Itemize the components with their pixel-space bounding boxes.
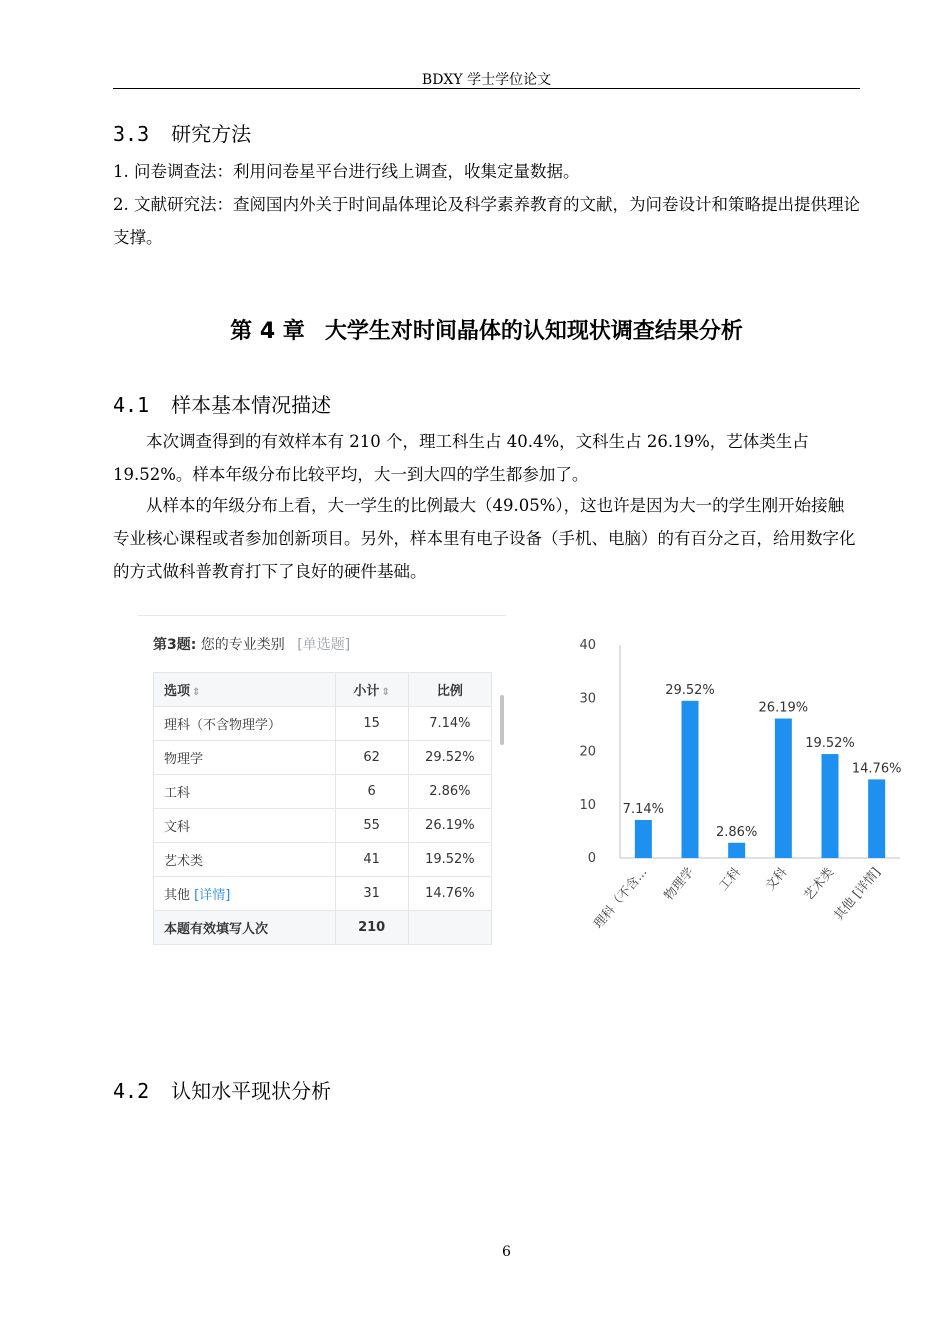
x-tick-label: 工科 xyxy=(715,864,743,894)
header-rule xyxy=(113,88,860,89)
questionnaire-result-panel xyxy=(138,615,508,955)
running-header: BDXY 学士学位论文 xyxy=(421,72,552,88)
column-header-ratio: 比例 xyxy=(408,673,491,707)
data-label: 7.14% xyxy=(622,801,664,817)
major-distribution-bar-chart xyxy=(560,620,910,950)
ratio-cell: 14.76% xyxy=(408,877,491,911)
table-scrollbar[interactable] xyxy=(500,695,504,745)
section-title: 认知水平现状分析 xyxy=(171,1079,332,1103)
ratio-cell: 29.52% xyxy=(408,741,491,775)
ratio-cell: 19.52% xyxy=(408,843,491,877)
body-paragraph-1: 本次调查得到的有效样本有 210 个，理工科生占 40.4%，文科生占 26.19%，艺体类生占 19.52%。样本年级分布比较平均，大一到大四的学生都参加了。 xyxy=(113,432,809,484)
question-title xyxy=(153,634,350,654)
bar xyxy=(868,779,885,858)
data-label: 29.52% xyxy=(665,682,715,698)
table-row xyxy=(154,775,492,809)
method-item-2: 2. 文献研究法：查阅国内外关于时间晶体理论及科学素养教育的文献，为问卷设计和策略提出提供理论支撑。 xyxy=(113,195,860,247)
option-cell: 其他 [详情] xyxy=(154,877,336,911)
count-cell: 31 xyxy=(335,877,408,911)
table-row xyxy=(154,707,492,741)
section-4-1-heading xyxy=(113,389,331,418)
ratio-cell: 26.19% xyxy=(408,809,491,843)
section-number: 4.2 xyxy=(113,1079,150,1103)
body-paragraph-2: 从样本的年级分布上看，大一学生的比例最大（49.05%），这也许是因为大一的学生刚开始接触专业核心课程或者参加创新项目。另外，样本里有电子设备（手机、电脑）的有百分之百，给用数字化的方式做科普教育打下了良好的硬件基础。 xyxy=(113,496,856,581)
sort-icon[interactable]: ⇕ xyxy=(192,687,201,698)
table-row xyxy=(154,809,492,843)
total-ratio xyxy=(408,911,491,945)
data-label: 2.86% xyxy=(716,824,758,840)
bar xyxy=(775,719,792,858)
table-row xyxy=(154,741,492,775)
bar xyxy=(635,820,652,858)
chapter-title: 大学生对时间晶体的认知现状调查结果分析 xyxy=(324,319,743,344)
data-label: 19.52% xyxy=(805,736,855,752)
count-cell: 41 xyxy=(335,843,408,877)
panel-divider xyxy=(138,615,506,616)
x-tick-label: 其他 [详情] xyxy=(830,864,883,923)
total-label: 本题有效填写人次 xyxy=(154,911,336,945)
section-title: 样本基本情况描述 xyxy=(171,393,332,417)
x-tick-label: 文科 xyxy=(762,864,790,894)
section-title: 研究方法 xyxy=(171,122,252,146)
method-item-1: 1. 问卷调查法：利用问卷星平台进行线上调查，收集定量数据。 xyxy=(113,162,580,181)
question-text: 您的专业类别 xyxy=(200,637,285,653)
detail-link[interactable]: [详情] xyxy=(194,888,231,903)
chapter-heading xyxy=(113,314,860,345)
count-cell: 62 xyxy=(335,741,408,775)
question-number: 第3题: xyxy=(153,637,197,653)
y-tick-label: 30 xyxy=(579,691,596,707)
section-3-3-heading xyxy=(113,118,251,147)
bar xyxy=(682,701,699,858)
option-cell: 工科 xyxy=(154,775,336,809)
column-header-count[interactable]: 小计 ⇕ xyxy=(335,673,408,707)
section-number: 4.1 xyxy=(113,393,150,417)
count-cell: 6 xyxy=(335,775,408,809)
section-4-2-heading xyxy=(113,1075,331,1104)
bar-chart-svg xyxy=(560,620,910,950)
table-row xyxy=(154,877,492,911)
bar xyxy=(728,843,745,858)
count-cell: 15 xyxy=(335,707,408,741)
result-table xyxy=(153,672,492,945)
ratio-cell: 2.86% xyxy=(408,775,491,809)
option-cell: 物理学 xyxy=(154,741,336,775)
y-tick-label: 20 xyxy=(579,744,596,760)
section-number: 3.3 xyxy=(113,122,150,146)
x-tick-label: 理科（不含... xyxy=(590,864,650,931)
ratio-cell: 7.14% xyxy=(408,707,491,741)
option-cell: 理科（不含物理学） xyxy=(154,707,336,741)
y-tick-label: 10 xyxy=(579,797,596,813)
table-header-row xyxy=(154,673,492,707)
column-header-option[interactable]: 选项 ⇕ xyxy=(154,673,336,707)
total-count: 210 xyxy=(335,911,408,945)
bar xyxy=(822,754,839,858)
y-tick-label: 40 xyxy=(579,638,596,653)
x-tick-label: 艺术类 xyxy=(800,864,837,903)
option-cell: 文科 xyxy=(154,809,336,843)
x-tick-label: 物理学 xyxy=(660,864,697,903)
data-label: 26.19% xyxy=(758,700,809,716)
page-number: 6 xyxy=(502,1244,511,1260)
table-total-row xyxy=(154,911,492,945)
option-cell: 艺术类 xyxy=(154,843,336,877)
count-cell: 55 xyxy=(335,809,408,843)
question-type: [单选题] xyxy=(297,637,351,653)
sort-icon[interactable]: ⇕ xyxy=(381,687,390,698)
chapter-number: 第 4 章 xyxy=(230,319,305,344)
data-label: 14.76% xyxy=(851,761,902,777)
y-tick-label: 0 xyxy=(587,851,596,866)
table-row xyxy=(154,843,492,877)
